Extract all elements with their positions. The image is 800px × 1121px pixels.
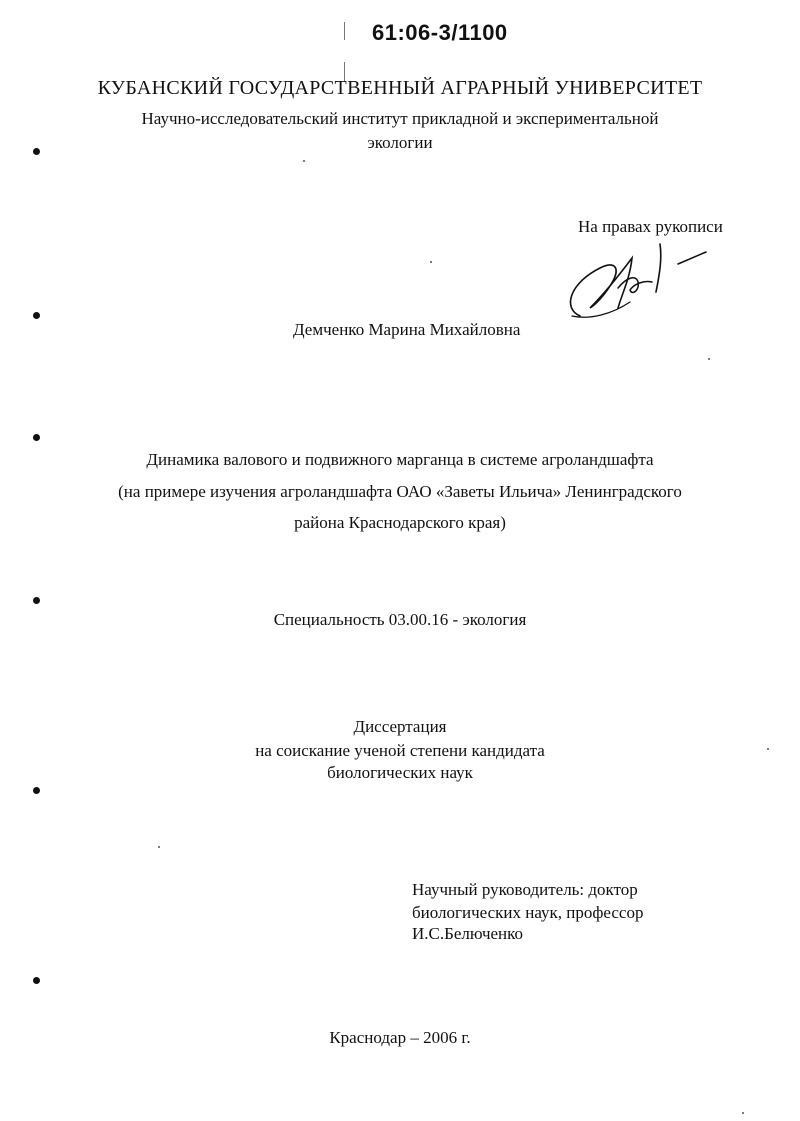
scan-speck	[158, 846, 160, 848]
binding-hole-mark	[33, 312, 40, 319]
scan-speck	[303, 160, 305, 162]
author-name: Демченко Марина Михайловна	[293, 320, 521, 339]
supervisor-name: И.С.Белюченко	[412, 924, 524, 943]
binding-hole-mark	[33, 434, 40, 441]
institute-name-line-2: экологии	[367, 133, 433, 152]
scan-speck	[742, 1112, 744, 1114]
degree-line-1: на соискание ученой степени кандидата	[255, 741, 545, 760]
binding-hole-mark	[33, 148, 40, 155]
scan-speck	[767, 748, 769, 750]
binding-hole-mark	[33, 977, 40, 984]
supervisor-line-1: Научный руководитель: доктор	[412, 880, 638, 899]
scan-speck	[430, 261, 432, 263]
handwritten-signature	[560, 238, 720, 328]
thesis-title-line-1: Динамика валового и подвижного марганца в системе агроландшафта	[146, 450, 654, 469]
specialty-code: Специальность 03.00.16 - экология	[273, 610, 527, 629]
scan-speck	[708, 358, 710, 360]
thesis-title-line-2: (на примере изучения агроландшафта ОАО «Заветы Ильича» Ленинградского	[118, 482, 682, 501]
binding-hole-mark	[33, 597, 40, 604]
binding-hole-mark	[33, 787, 40, 794]
university-name: КУБАНСКИЙ ГОСУДАРСТВЕННЫЙ АГРАРНЫЙ УНИВЕРСИТЕТ	[97, 77, 703, 99]
manuscript-rights-note: На правах рукописи	[578, 217, 723, 236]
thesis-title-line-3: района Краснодарского края)	[294, 513, 506, 532]
city-and-year: Краснодар – 2006 г.	[329, 1028, 471, 1047]
institute-name-line-1: Научно-исследовательский институт прикладной и экспериментальной	[141, 109, 659, 128]
margin-tick-mark	[344, 22, 345, 82]
degree-line-2: биологических наук	[327, 763, 473, 782]
archive-stamp-code: 61:06-3/1100	[372, 20, 508, 45]
dissertation-label: Диссертация	[353, 717, 447, 736]
supervisor-line-2: биологических наук, профессор	[412, 903, 644, 922]
